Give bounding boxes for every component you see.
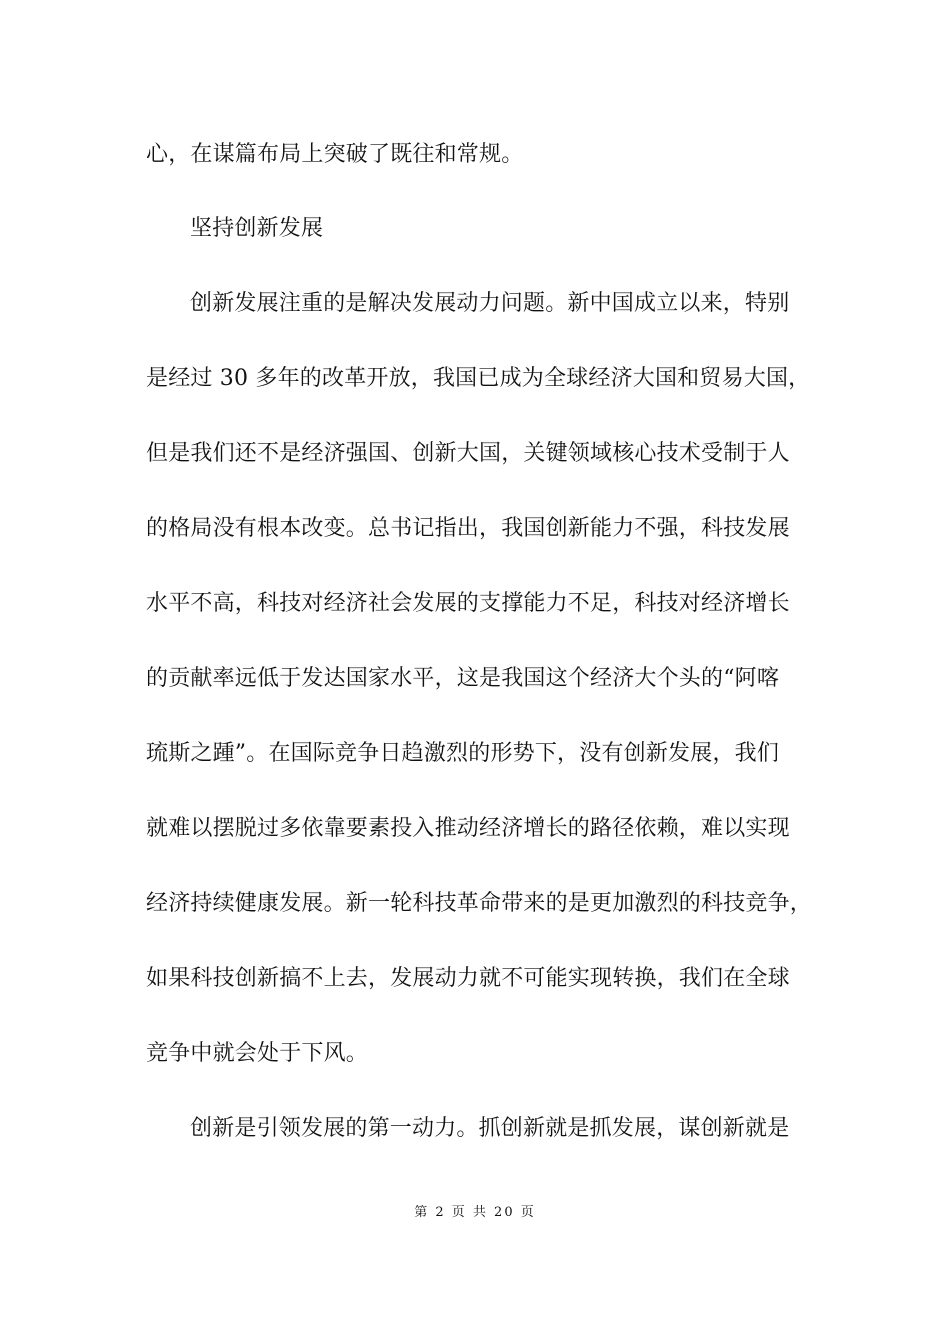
- page-footer: [0, 1204, 950, 1222]
- paragraph-line: 琉斯之踵”。在国际竞争日趋激烈的形势下，没有创新发展，我们: [146, 741, 780, 766]
- paragraph-line: 经济持续健康发展。新一轮科技革命带来的是更加激烈的科技竞争，: [146, 891, 813, 916]
- paragraph-line: 就难以摆脱过多依靠要素投入推动经济增长的路径依赖，难以实现: [146, 816, 790, 841]
- paragraph-line: 是经过 30 多年的改革开放，我国已成为全球经济大国和贸易大国，: [146, 366, 811, 391]
- paragraph-line: 心，在谋篇布局上突破了既往和常规。: [146, 142, 524, 167]
- paragraph-line: 创新是引领发展的第一动力。抓创新就是抓发展，谋创新就是: [190, 1116, 790, 1141]
- paragraph-line: 的贡献率远低于发达国家水平，这是我国这个经济大个头的“阿喀: [146, 666, 780, 691]
- paragraph-line: 竞争中就会处于下风。: [146, 1041, 369, 1066]
- paragraph-line: 创新发展注重的是解决发展动力问题。新中国成立以来，特别: [190, 291, 790, 316]
- section-heading: 坚持创新发展: [190, 216, 324, 241]
- paragraph-line: 水平不高，科技对经济社会发展的支撑能力不足，科技对经济增长: [146, 591, 790, 616]
- paragraph-line: 但是我们还不是经济强国、创新大国，关键领域核心技术受制于人: [146, 441, 790, 466]
- paragraph-line: 的格局没有根本改变。总书记指出，我国创新能力不强，科技发展: [146, 516, 790, 541]
- paragraph-line: 如果科技创新搞不上去，发展动力就不可能实现转换，我们在全球: [146, 966, 790, 991]
- page-number-label: 第 2 页 共 20 页: [414, 1205, 536, 1220]
